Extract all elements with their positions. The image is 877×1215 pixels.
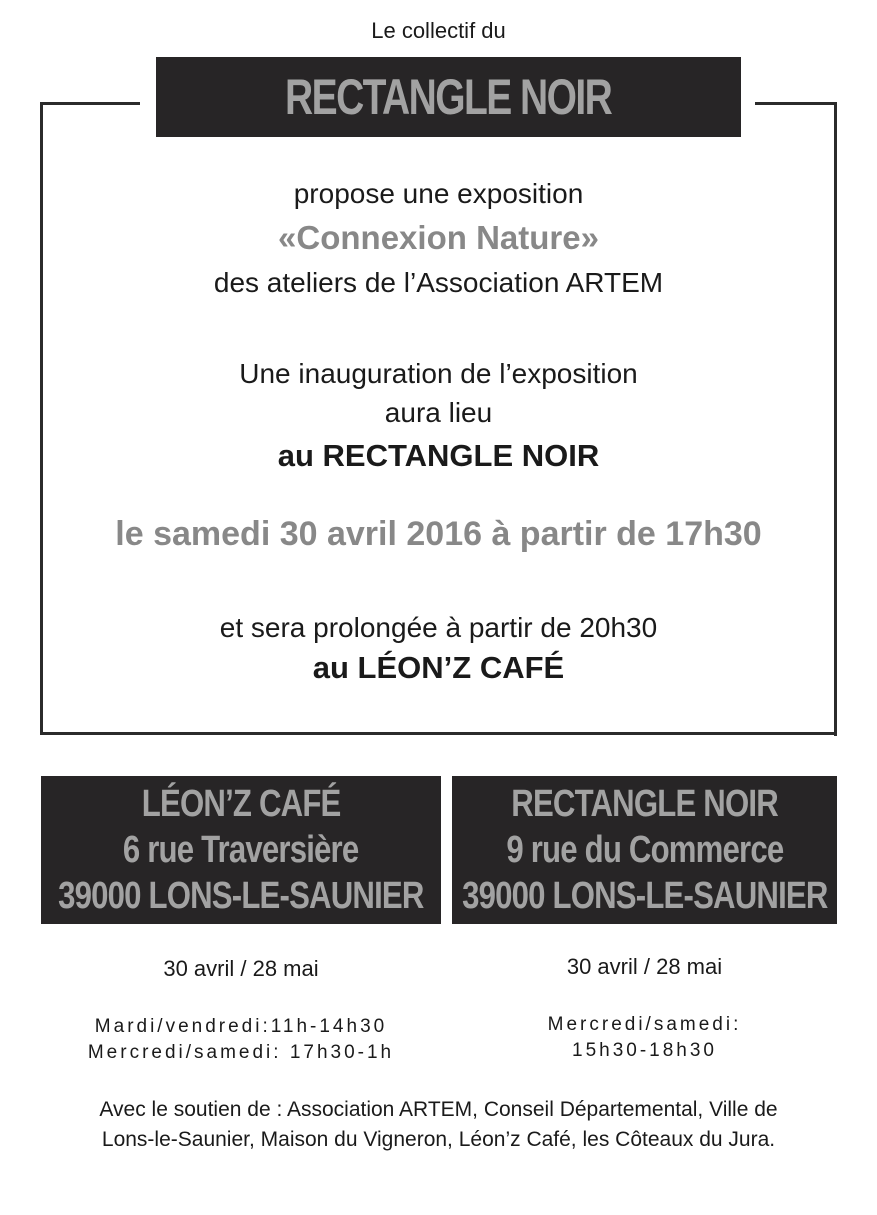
sponsors-line: Lons-le-Saunier, Maison du Vigneron, Léon’z Café, les Côteaux du Jura. xyxy=(101,1128,776,1151)
venue-name: LÉON’Z CAFÉ xyxy=(141,783,341,825)
venue-street: 9 rue du Commerce xyxy=(505,829,783,871)
exhibition-name: «Connexion Nature» xyxy=(278,219,599,256)
frame-top-left xyxy=(40,102,140,105)
intro-text: Le collectif du xyxy=(371,18,506,43)
venue-hours xyxy=(41,1014,441,1066)
exhibition-intro: propose une exposition xyxy=(293,178,584,209)
inauguration-place: au RECTANGLE NOIR xyxy=(277,438,600,473)
venue-city: 39000 LONS-LE-SAUNIER xyxy=(461,875,828,917)
frame-top-right xyxy=(755,102,837,105)
hours-line: Mercredi/samedi: xyxy=(547,1014,742,1035)
venue-dates: 30 avril / 28 mai xyxy=(566,954,723,979)
main-title: RECTANGLE NOIR xyxy=(285,69,612,125)
sponsors-line: Avec le soutien de : Association ARTEM, Conseil Départemental, Ville de xyxy=(99,1098,778,1121)
venue-dates: 30 avril / 28 mai xyxy=(163,956,319,981)
venue-box-rectangle-noir xyxy=(452,776,837,924)
sponsors-footer xyxy=(20,1095,857,1155)
hours-line: 15h30-18h30 xyxy=(572,1040,717,1061)
hours-line: Mercredi/samedi: 17h30-1h xyxy=(87,1042,395,1063)
exhibition-ateliers: des ateliers de l’Association ARTEM xyxy=(213,267,664,298)
inauguration-line1: Une inauguration de l’exposition xyxy=(239,358,638,389)
hours-line: Mardi/vendredi:11h-14h30 xyxy=(94,1016,388,1037)
venue-name: RECTANGLE NOIR xyxy=(511,783,778,825)
inauguration-line2: aura lieu xyxy=(384,397,493,428)
venue-box-leonz xyxy=(41,776,441,924)
title-banner xyxy=(156,57,741,137)
frame-bottom xyxy=(40,732,837,735)
inauguration-extension: et sera prolongée à partir de 20h30 xyxy=(219,612,658,643)
venue-street: 6 rue Traversière xyxy=(123,829,359,871)
inauguration-place2: au LÉON’Z CAFÉ xyxy=(312,650,565,685)
venue-city: 39000 LONS-LE-SAUNIER xyxy=(58,875,424,917)
inauguration-date: le samedi 30 avril 2016 à partir de 17h30 xyxy=(115,515,762,553)
venue-hours xyxy=(452,1012,837,1064)
